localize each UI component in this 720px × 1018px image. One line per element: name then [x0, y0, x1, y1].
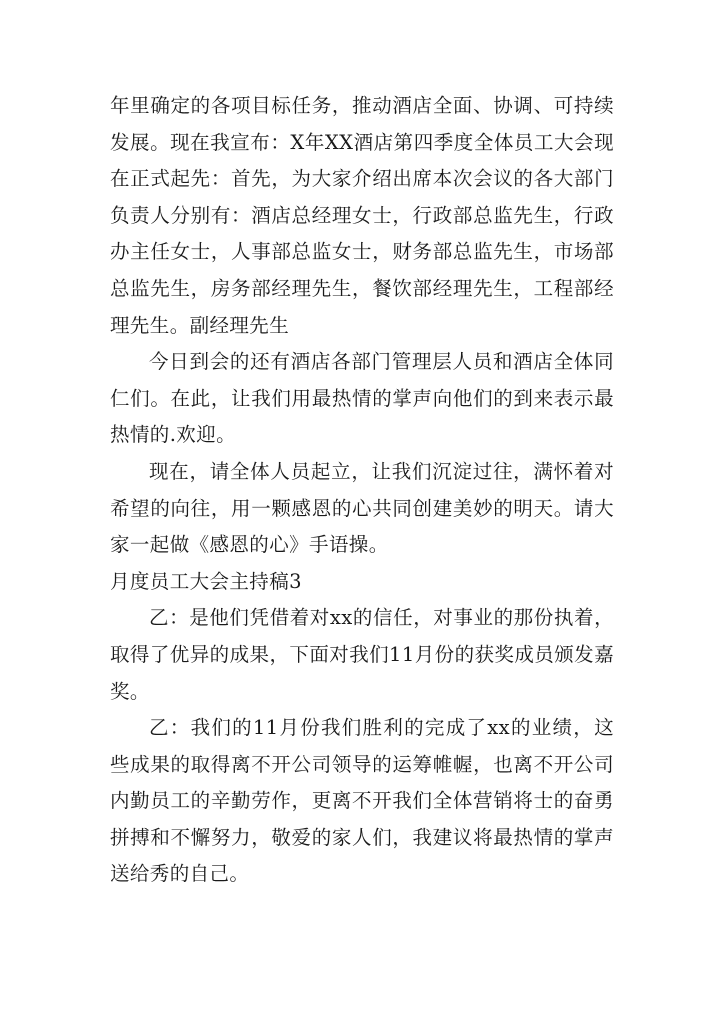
paragraph-attendees: 今日到会的还有酒店各部门管理层人员和酒店全体同仁们。在此，让我们用最热情的掌声向他们的到来表示最热情的.欢迎。	[110, 350, 614, 447]
paragraph-awards: 乙：是他们凭借着对xx的信任，对事业的那份执着，取得了优异的成果，下面对我们11月份的获奖成员颁发嘉奖。	[110, 606, 614, 703]
document-body	[110, 88, 614, 893]
section-heading: 月度员工大会主持稿3	[110, 569, 302, 593]
paragraph-achievement: 乙：我们的11月份我们胜利的完成了xx的业绩，这些成果的取得离不开公司领导的运筹帷幄，也离不开公司内勤员工的辛勤劳作，更离不开我们全体营销将士的奋勇拼搏和不懈努力，敬爱的家人们，我建议将最热情的掌声送给秀的自己。	[110, 716, 614, 886]
paragraph-opening: 年里确定的各项目标任务，推动酒店全面、协调、可持续发展。现在我宣布：X年XX酒店第四季度全体员工大会现在正式起先：首先，为大家介绍出席本次会议的各大部门负责人分别有：酒店总经理女士，行政部总监先生，行政办主任女士，人事部总监女士，财务部总监先生，市场部总监先生，房务部经理先生，餐饮部经理先生，工程部经理先生。副经理先生	[110, 94, 614, 337]
paragraph-stand-up: 现在，请全体人员起立，让我们沉淀过往，满怀着对希望的向往，用一颗感恩的心共同创建美妙的明天。请大家一起做《感恩的心》手语操。	[110, 459, 614, 557]
